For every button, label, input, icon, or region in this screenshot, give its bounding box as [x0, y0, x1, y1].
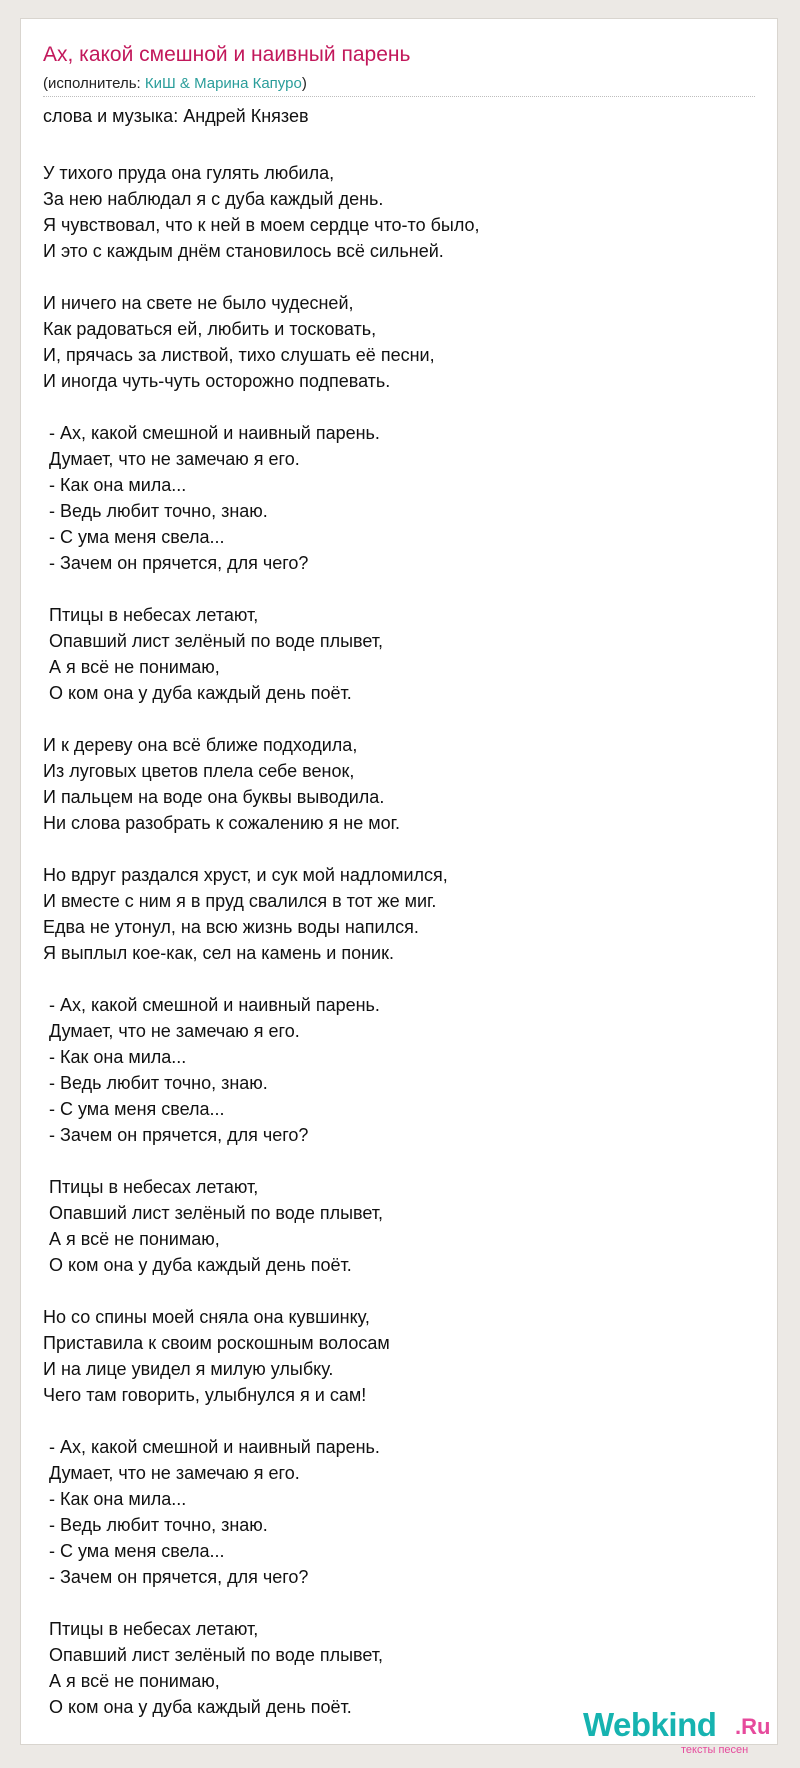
lyric-line: Птицы в небесах летают, — [49, 605, 259, 625]
lyric-line: - Ведь любит точно, знаю. — [49, 1073, 268, 1093]
stanza-refrain — [43, 602, 480, 706]
lyric-line: Опавший лист зелёный по воде плывет, — [49, 1203, 384, 1223]
lyric-line: - Ах, какой смешной и наивный парень. — [49, 1437, 380, 1457]
stanza-chorus — [43, 1434, 480, 1590]
lyric-line: А я всё не понимаю, — [49, 1229, 220, 1249]
logo-tagline: тексты песен — [681, 1744, 749, 1756]
lyric-line: А я всё не понимаю, — [49, 657, 220, 677]
lyric-line: Опавший лист зелёный по воде плывет, — [49, 631, 384, 651]
lyric-line: Но со спины моей сняла она кувшинку, — [43, 1307, 370, 1327]
song-title: Ах, какой смешной и наивный парень — [43, 43, 411, 66]
lyric-line: Думает, что не замечаю я его. — [49, 1463, 300, 1483]
lyric-line: Опавший лист зелёный по воде плывет, — [49, 1645, 384, 1665]
stanza-chorus — [43, 992, 480, 1148]
lyric-line: Я выплыл кое-как, сел на камень и поник. — [43, 943, 394, 963]
lyric-line: - Ведь любит точно, знаю. — [49, 501, 268, 521]
title-separator — [43, 96, 755, 97]
lyric-line: Думает, что не замечаю я его. — [49, 449, 300, 469]
logo-brand: Webkind — [583, 1706, 717, 1743]
lyric-line: - С ума меня свела... — [49, 1099, 225, 1119]
performer-suffix: ) — [301, 75, 307, 92]
lyric-line: И это с каждым днём становилось всё сильней. — [43, 241, 444, 261]
performer-line — [43, 75, 307, 92]
lyric-line: Из луговых цветов плела себе венок, — [43, 761, 355, 781]
lyric-line: Как радоваться ей, любить и тосковать, — [43, 319, 377, 339]
lyric-line: Думает, что не замечаю я его. — [49, 1021, 300, 1041]
lyric-line: А я всё не понимаю, — [49, 1671, 220, 1691]
stanza-verse — [43, 732, 480, 836]
lyrics-card — [20, 18, 778, 1756]
lyric-line: О ком она у дуба каждый день поёт. — [49, 683, 352, 703]
lyric-line: Едва не утонул, на всю жизнь воды напился. — [43, 917, 419, 937]
lyrics-body — [43, 160, 480, 1746]
stanza-chorus — [43, 420, 480, 576]
performer-link[interactable]: КиШ & Марина Капуро — [144, 75, 302, 92]
lyric-line: У тихого пруда она гулять любила, — [43, 163, 335, 183]
stanza-verse — [43, 862, 480, 966]
lyric-line: - Зачем он прячется, для чего? — [49, 553, 309, 573]
lyric-line: - Как она мила... — [49, 1489, 187, 1509]
lyric-line: - С ума меня свела... — [49, 527, 225, 547]
stanza-verse — [43, 1304, 480, 1408]
lyric-line: - Как она мила... — [49, 1047, 187, 1067]
lyric-line: И иногда чуть-чуть осторожно подпевать. — [43, 371, 391, 391]
webkind-logo — [583, 1706, 773, 1756]
lyric-line: Но вдруг раздался хруст, и сук мой надломился, — [43, 865, 448, 885]
lyric-line: О ком она у дуба каждый день поёт. — [49, 1255, 352, 1275]
lyric-line: За нею наблюдал я с дуба каждый день. — [43, 189, 384, 209]
lyric-line: И пальцем на воде она буквы выводила. — [43, 787, 385, 807]
lyric-line: Приставила к своим роскошным волосам — [43, 1333, 390, 1353]
song-credits: слова и музыка: Андрей Князев — [43, 106, 309, 126]
lyric-line: - Ах, какой смешной и наивный парень. — [49, 423, 380, 443]
lyric-line: - Ведь любит точно, знаю. — [49, 1515, 268, 1535]
lyric-line: - С ума меня свела... — [49, 1541, 225, 1561]
stanza-verse — [43, 160, 480, 264]
lyric-line: И вместе с ним я в пруд свалился в тот же миг. — [43, 891, 437, 911]
stanza-verse — [43, 290, 480, 394]
lyric-line: О ком она у дуба каждый день поёт. — [49, 1697, 352, 1717]
logo-tld: .Ru — [735, 1714, 771, 1739]
lyric-line: Чего там говорить, улыбнулся я и сам! — [43, 1385, 367, 1405]
lyric-line: - Как она мила... — [49, 475, 187, 495]
lyric-line: Я чувствовал, что к ней в моем сердце что-то было, — [43, 215, 480, 235]
lyric-line: - Ах, какой смешной и наивный парень. — [49, 995, 380, 1015]
stanza-refrain — [43, 1616, 480, 1720]
lyric-line: И ничего на свете не было чудесней, — [43, 293, 354, 313]
lyric-line: Ни слова разобрать к сожалению я не мог. — [43, 813, 400, 833]
lyric-line: И к дереву она всё ближе подходила, — [43, 735, 358, 755]
lyric-line: - Зачем он прячется, для чего? — [49, 1125, 309, 1145]
lyric-line: Птицы в небесах летают, — [49, 1619, 259, 1639]
lyric-line: - Зачем он прячется, для чего? — [49, 1567, 309, 1587]
lyric-line: И, прячась за листвой, тихо слушать её песни, — [43, 345, 435, 365]
lyric-line: И на лице увидел я милую улыбку. — [43, 1359, 334, 1379]
performer-prefix: (исполнитель: — [43, 75, 145, 92]
lyric-line: Птицы в небесах летают, — [49, 1177, 259, 1197]
stanza-refrain — [43, 1174, 480, 1278]
